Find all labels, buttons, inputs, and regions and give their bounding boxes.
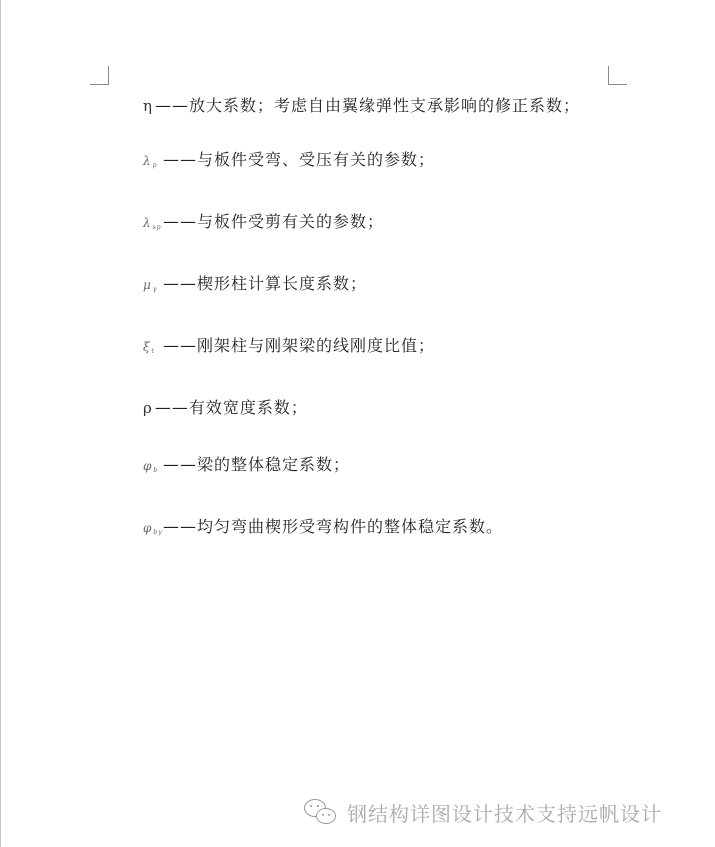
definition-text: ——与板件受剪有关的参数； xyxy=(163,212,385,231)
symbol-lambda-p: $\lambda_p$ xyxy=(143,154,158,169)
wechat-icon xyxy=(303,797,339,827)
definition-text: ——与板件受弯、受压有关的参数； xyxy=(163,150,436,169)
definition-entry xyxy=(109,392,609,424)
document-body xyxy=(109,90,609,573)
definition-entry xyxy=(109,330,609,367)
watermark xyxy=(303,794,698,830)
symbol-phi-b-gamma: $\varphi_{b\gamma}$ xyxy=(143,521,163,536)
definition-text: ——放大系数；考虑自由翼缘弹性支承影响的修正系数； xyxy=(155,96,581,115)
symbol-lambda-sp: $\lambda_{sp}$ xyxy=(143,216,162,231)
definition-text: ——刚架柱与刚架梁的线刚度比值； xyxy=(163,336,436,355)
definition-entry xyxy=(109,144,609,181)
definition-text: ——有效宽度系数； xyxy=(154,398,308,417)
definition-entry xyxy=(109,206,609,243)
margin-corner-top-left xyxy=(90,66,109,85)
definition-entry xyxy=(109,90,609,122)
definition-text: ——楔形柱计算长度系数； xyxy=(163,274,368,293)
symbol-eta: η xyxy=(143,97,153,115)
definition-entry xyxy=(109,511,609,548)
page-left-edge xyxy=(0,0,1,847)
symbol-mu-gamma: $\mu_\gamma$ xyxy=(143,278,158,293)
symbol-rho: ρ xyxy=(143,399,153,417)
symbol-xi-t: $\xi_t$ xyxy=(143,340,156,355)
definition-entry xyxy=(109,449,609,486)
definition-text: ——梁的整体稳定系数； xyxy=(163,455,351,474)
symbol-phi-b: $\varphi_b$ xyxy=(143,459,159,474)
watermark-text: 钢结构详图设计技术支持远帆设计 xyxy=(347,801,662,826)
definition-text: ——均匀弯曲楔形受弯构件的整体稳定系数。 xyxy=(163,517,504,536)
margin-corner-top-right xyxy=(608,66,627,85)
definition-entry xyxy=(109,268,609,305)
